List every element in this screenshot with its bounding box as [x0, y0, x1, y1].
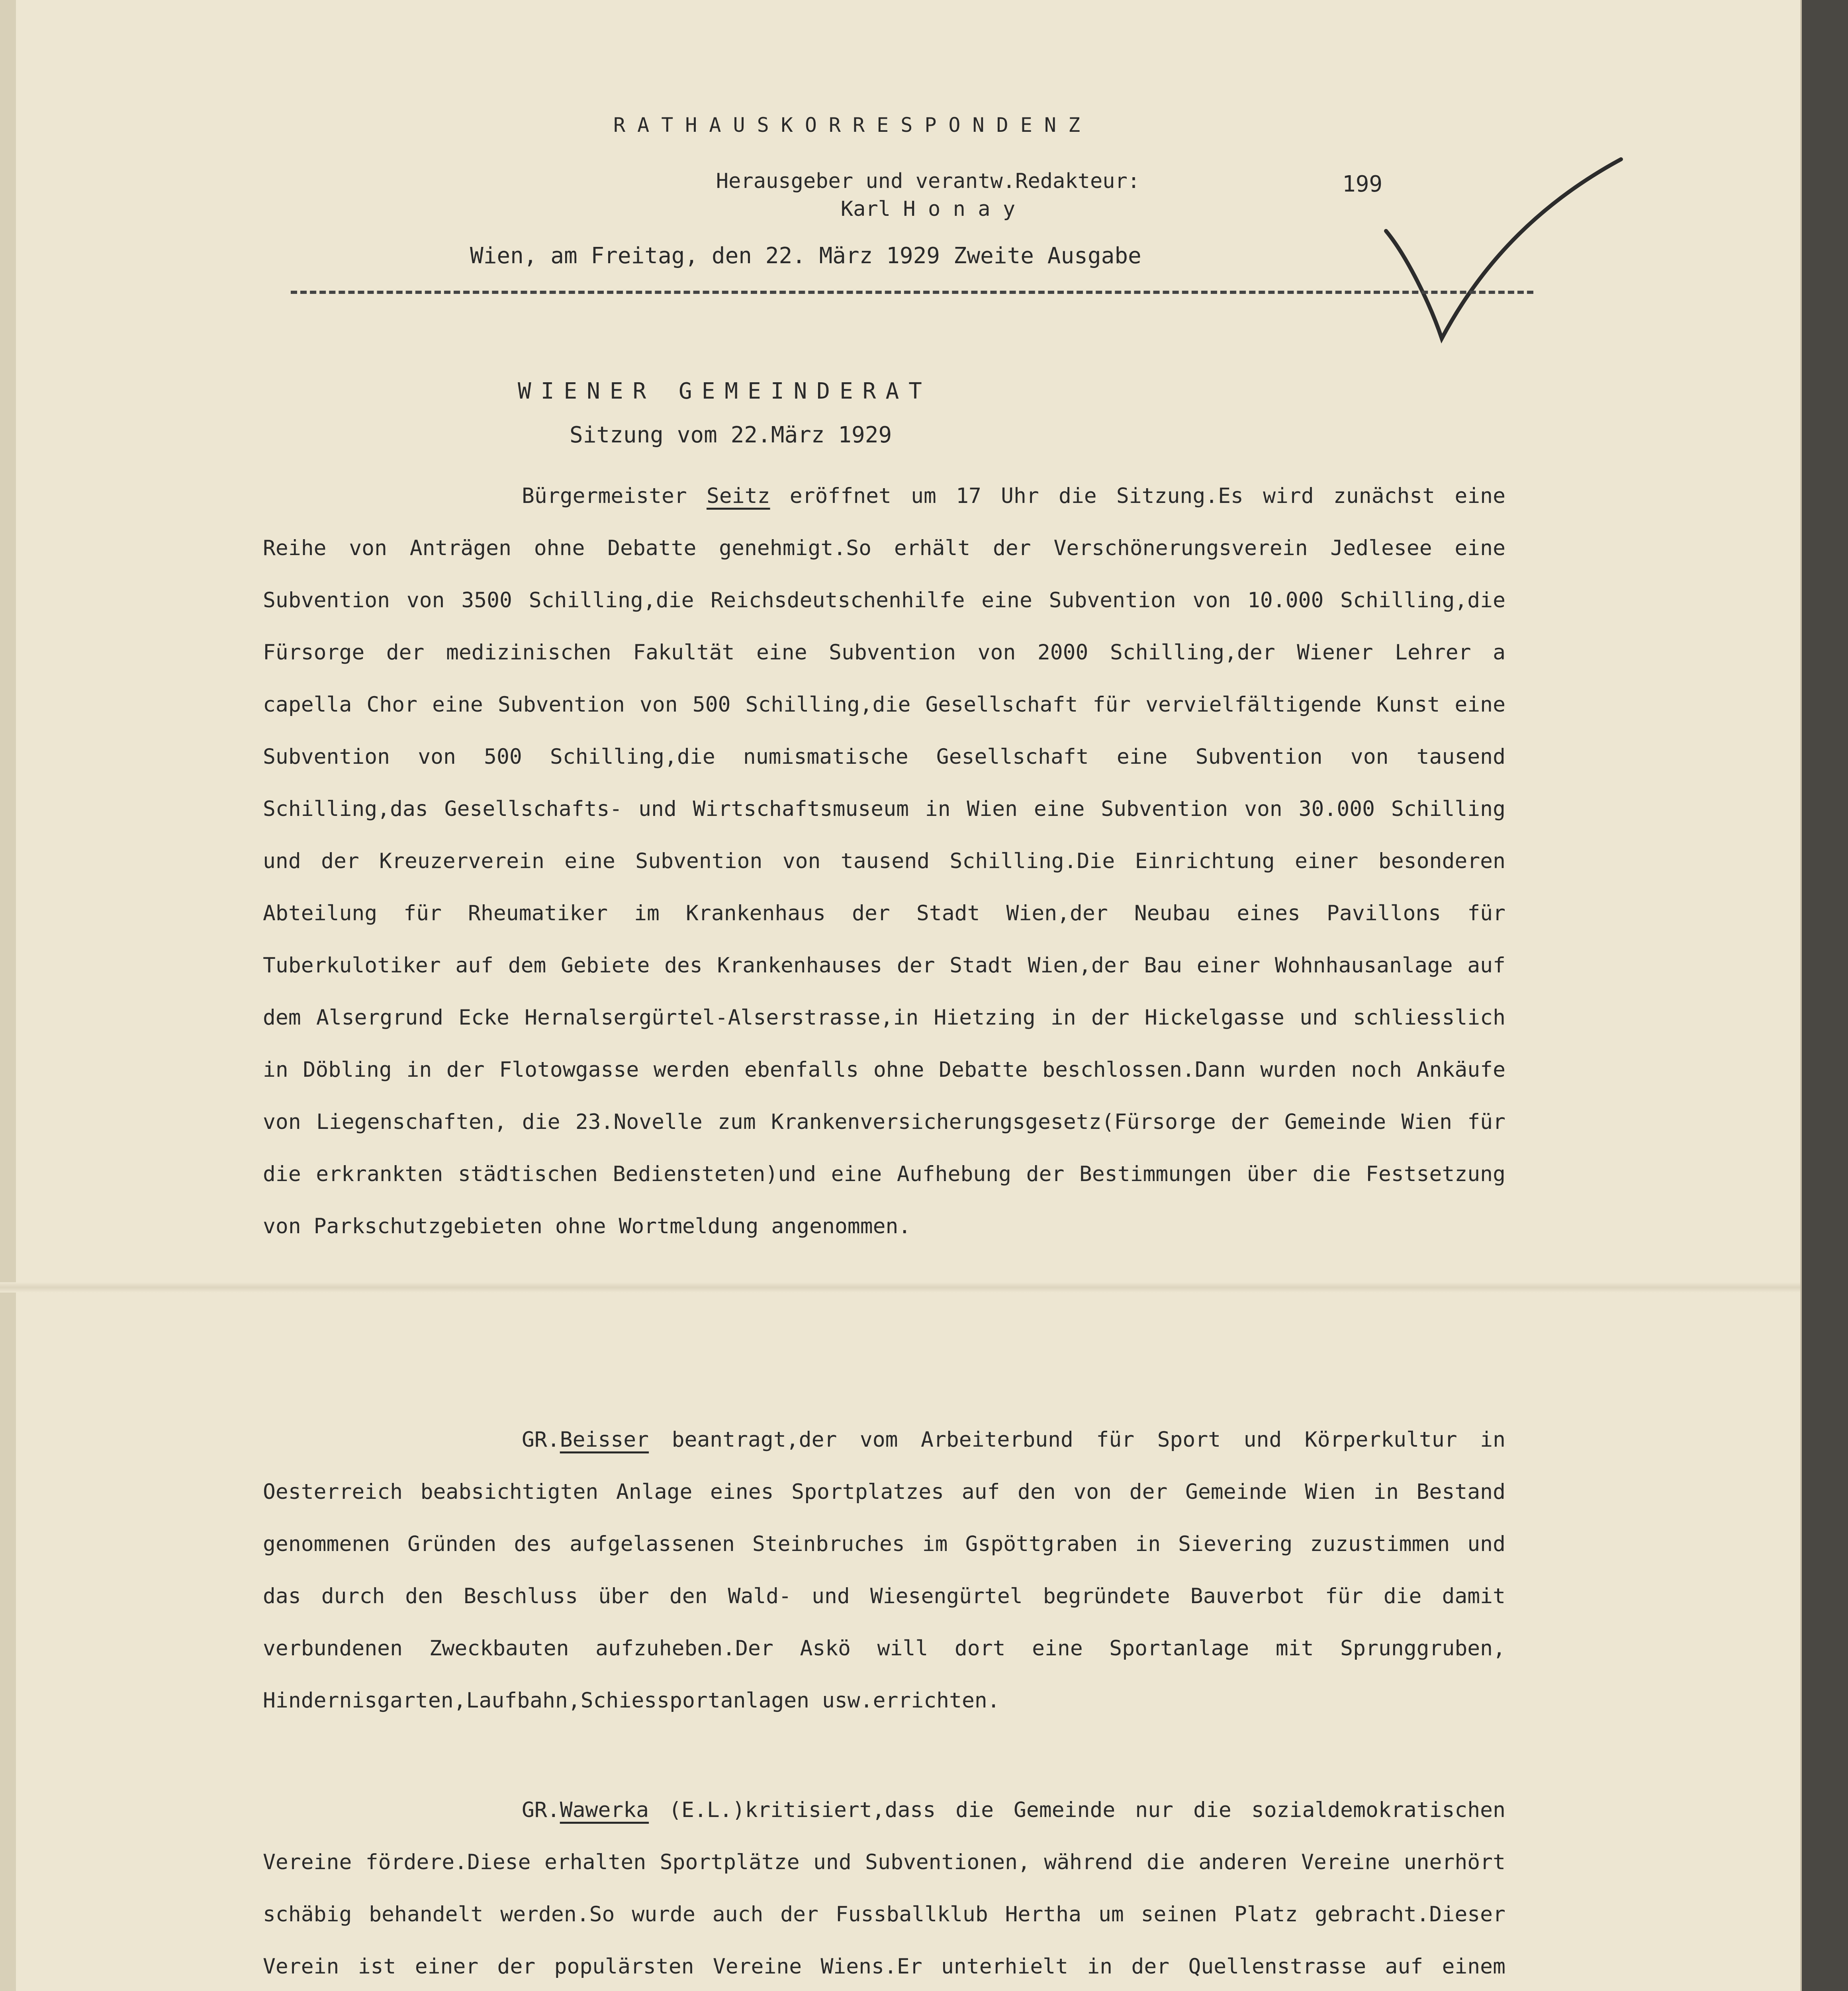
publisher-line: Herausgeber und verantw.Redakteur: [716, 169, 1140, 193]
paragraph-text: (E.L.)kritisiert,dass die Gemeinde nur die sozialdemokratischen Vereine fördere.Diese erhalten Sportplätze und Subventionen, während die anderen Vereine unerhört schäbig behandelt werden.So wurde auch der Fussballklub Hertha um seinen Platz gebracht.Dieser Verein ist einer der populärsten Vereine Wiens.Er unterhielt in der Quellenstrasse auf einem [263, 1798, 1505, 1979]
speaker-name: Wawerka [560, 1798, 649, 1822]
paragraph-beisser [263, 1414, 1505, 1727]
paragraph-text: beantragt,der vom Arbeiterbund für Sport und Körperkultur in Oesterreich beabsichtigten Anlage eines Sportplatzes auf den von der Gemeinde Wien in Bestand genommenen Gründen des aufgelassenen Steinbruches im Gspöttgraben in Sievering zuzustimmen und das durch den Beschluss über den Wald- und Wiesengürtel begründete Bauverbot für die damit verbundenen Zweckbauten aufzuheben.Der Askö will dort eine Sportanlage mit Sprunggruben, Hindernisgarten,Laufbahn,Schiessportanlagen usw.errichten. [263, 1428, 1505, 1713]
separator-line [291, 291, 1533, 294]
speaker-name: Seitz [706, 484, 770, 508]
editor-name: Karl H o n a y [840, 197, 1016, 221]
speaker-title: GR. [522, 1428, 560, 1452]
speaker-title: Bürgermeister [522, 484, 707, 508]
paragraph-text: eröffnet um 17 Uhr die Sitzung.Es wird zunächst eine Reihe von Anträgen ohne Debatte genehmigt.So erhält der Verschönerungsverein Jedlesee eine Subvention von 3500 Schilling,die Reichsdeutschenhilfe eine Subvention von 10.000 Schilling,die Fürsorge der medizinischen Fakultät eine Subvention von 2000 Schilling,der Wiener Lehrer a capella Chor eine Subvention von 500 Schilling,die Gesellschaft für vervielfältigende Kunst eine Subvention von 500 Schilling,die numismatische Gesellschaft eine Subvention von tausend Schilling,das Gesellschafts- und Wirtschaftsmuseum in Wien eine Subvention von 30.000 Schilling und der Kreuzerverein eine Subvention von tausend Schilling.Die Einrichtung einer besonderen Abteilung für Rheumatiker im Krankenhaus der Stadt Wien,der Neubau eines Pavillons für Tuberkulotiker auf dem Gebiete des Krankenhauses der Stadt Wien,der Bau einer Wohnhausanlage auf dem Alsergrund Ecke Hernalsergürtel-Alserstrasse,in Hietzing in der Hickelgasse und schliesslich in Döbling in der Flotowgasse werden ebenfalls ohne Debatte beschlossen.Dann wurden noch Ankäufe von Liegenschaften, die 23.Novelle zum Krankenversicherungsgesetz(Fürsorge der Gemeinde Wien für die erkrankten städtischen Bediensteten)und eine Aufhebung der Bestimmungen über die Festsetzung von Parkschutzgebieten ohne Wortmeldung angenommen. [263, 484, 1505, 1238]
section-title: WIENER GEMEINDERAT [518, 378, 932, 404]
paragraph-seitz [263, 470, 1505, 1252]
speaker-title: GR. [522, 1798, 560, 1822]
scan-background [1802, 0, 1848, 1991]
dateline: Wien, am Freitag, den 22. März 1929 Zweite Ausgabe [470, 243, 1141, 269]
session-date: Sitzung vom 22.März 1929 [570, 422, 892, 448]
publisher-block [609, 167, 1247, 223]
page-number: 199 [1342, 171, 1383, 197]
check-mark-icon [1382, 151, 1629, 350]
paragraph-wawerka [263, 1784, 1505, 1991]
speaker-name: Beisser [560, 1428, 649, 1452]
masthead: RATHAUSKORRESPONDENZ [613, 113, 1092, 137]
